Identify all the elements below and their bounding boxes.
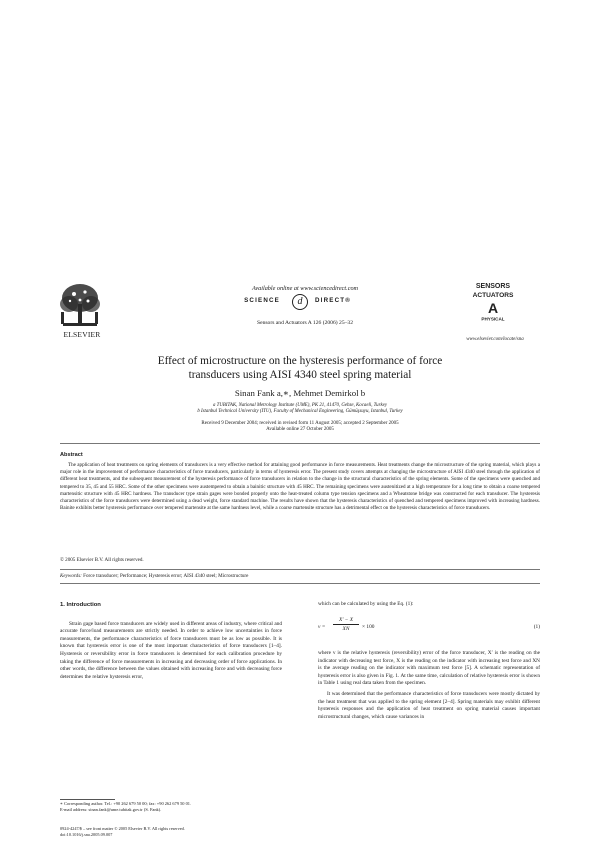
article-title (60, 354, 540, 382)
doi-link[interactable]: doi:10.1016/j.sna.2005.09.007 (60, 832, 113, 837)
equation-lhs: v = (318, 624, 326, 630)
divider-keywords-top (60, 569, 540, 570)
footnote-email[interactable]: E-mail address: sinan.fank@ume.tubitak.gov.tr (S. Fank). (60, 807, 162, 812)
equation-intro-text: which can be calculated by using the Eq. (1): (318, 601, 414, 607)
equation-fraction (333, 617, 359, 632)
authors: Sinan Fank a,∗, Mehmet Demirkol b (234, 388, 366, 398)
section-heading-introduction: 1. Introduction (60, 602, 101, 608)
svg-text:ACTUATORS: ACTUATORS (472, 292, 514, 299)
svg-text:PHYSICAL: PHYSICAL (481, 316, 505, 322)
abstract-text: The application of heat treatments on spring elements of transducers is a very effective method for attaining good performance in force measurements. Heat treatments change the microstructure of the spring material, which plays a major role in the improvement of performance characteristics of force transducers, particularly in terms of hysteresis error. The present study covers attempts at changing the microstructure of AISI 4340 steel through the application of different heat treatments, and the subsequent measurement of the hysteresis performance of force transducers in relation to the change in the structural characteristics of the spring elements. Some of the specimens were quenched and tempered to 35, 45 and 55 HRC. Some of the other specimens were austempered to obtain a bainitic structure with 45 HRC. The remaining specimens were austenitized at a high temperature for a long time to obtain a coarse tempered martensitic structure with 45 HRC hardness. The transducer type strain gages were bonded properly onto the heat-treated column type tension specimens and a Wheatstone bridge was constructed for each transducer. The hysteresis characteristics of the force transducers were determined using a dead weight, force standard machine. The results have shown that the hysteresis characteristics of quenched and tempered specimens improved with increasing hardness. Bainite exhibits better hysteresis performance over tempered martensite at the same hardness level, while a coarse martensite structure has a detrimental effect on the hysteresis characteristics of force transducers. (60, 462, 540, 512)
received-dates: Received 9 December 2004; received in revised form 11 August 2005; accepted 2 September 2005 (201, 421, 399, 426)
journal-citation: Sensors and Actuators A 126 (2006) 25–32 (256, 320, 354, 326)
body-left-column (60, 602, 282, 682)
paragraph-equation-explanation: where v is the relative hysteresis (reversibility) error of the force transducer, X′ is the reading on the indicator with decreasing test force, X is the reading on the indicator with increasing test force and XN is the average reading on the indicator with maximum test force [5]. A schematic representation of hysteresis error is also given in Fig. 1. At the same time, calculation of relative hysteresis error is shown in Table 1 using real data taken from the specimen. (318, 650, 540, 687)
equation-numerator: X′ − X (333, 617, 359, 625)
paragraph-heat-treatment: It was determined that the performance characteristics of force transducers were mostly dictated by the heat treatment that was applied to the spring element [2–4]. Spring materials may exhibit different hysteresis responses and the application of heat treatment on spring material causes important microstructural changes, which cause variances in (318, 690, 540, 720)
sciencedirect-right-text: DIRECT® (315, 297, 351, 304)
abstract-copyright: © 2005 Elsevier B.V. All rights reserved. (60, 557, 144, 563)
equation-denominator: XN (342, 626, 350, 632)
paragraph-intro-1: Strain gage based force transducers are widely used in different areas of industry, where critical and accurate force/load measurements are strictly needed. In order to achieve low uncertainties in force measurements, the performance characteristics of force transducers must be as low as possible. It is known that hysteresis error is one of the most important characteristics of force transducers [1–4]. Hysteresis or reversibility error in force transducers is determined for each calibration procedure by taking the difference of force measurements in increasing and decreasing order of force applications. In other words, the difference between the values obtained with increasing force and with decreasing force determines the relative hysteresis error, (60, 620, 282, 680)
divider-top (60, 443, 540, 444)
sciencedirect-d-icon: d (292, 294, 308, 310)
keywords-list: Force transducer; Performance; Hysteresis error; AISI 4340 steel; Microstructure (83, 573, 249, 579)
equation-multiplier: × 100 (362, 624, 375, 630)
available-online-date: Available online 27 October 2005 (266, 427, 334, 432)
publisher-logo-text: ELSEVIER (63, 330, 101, 339)
body-right-column-cont (318, 650, 540, 722)
journal-url[interactable]: www.elsevier.com/locate/sna (466, 337, 524, 342)
svg-text:SENSORS: SENSORS (475, 283, 511, 290)
affiliation-b: b Istanbul Technical University (ITU), Faculty of Mechanical Engineering, Gümüşsuyu, Istanbul, Turkey (197, 409, 403, 414)
footnote-corresponding-author: ∗ Corresponding author. Tel.: +90 262 679 50 00; fax: +90 262 679 50 01. (60, 801, 192, 806)
journal-cover-logo-icon (468, 280, 518, 322)
available-online-link[interactable]: Available online at www.sciencedirect.com (251, 285, 359, 292)
title-line-1: Effect of microstructure on the hysteresis performance of force (157, 355, 443, 367)
divider-keywords-bottom (60, 583, 540, 584)
equation-number: (1) (533, 624, 540, 630)
sciencedirect-logo[interactable] (195, 294, 415, 310)
keywords-label: Keywords: (60, 573, 82, 579)
sciencedirect-left-text: SCIENCE (244, 297, 280, 304)
equation-1 (318, 617, 540, 639)
abstract-heading: Abstract (60, 452, 83, 458)
elsevier-tree-logo-icon (57, 282, 103, 330)
affiliation-a: a TUBITAK, National Metrology Institute (UME), PK 21, 41470, Gebze, Kocaeli, Turkey (212, 403, 387, 408)
svg-text:A: A (487, 300, 499, 316)
keywords (60, 573, 540, 579)
front-matter-issn: 0924-4247/$ – see front matter © 2005 Elsevier B.V. All rights reserved. (60, 826, 185, 831)
title-line-2: transducers using AISI 4340 steel spring material (188, 369, 412, 382)
body-right-column (318, 601, 540, 609)
footnote-rule (60, 799, 115, 800)
